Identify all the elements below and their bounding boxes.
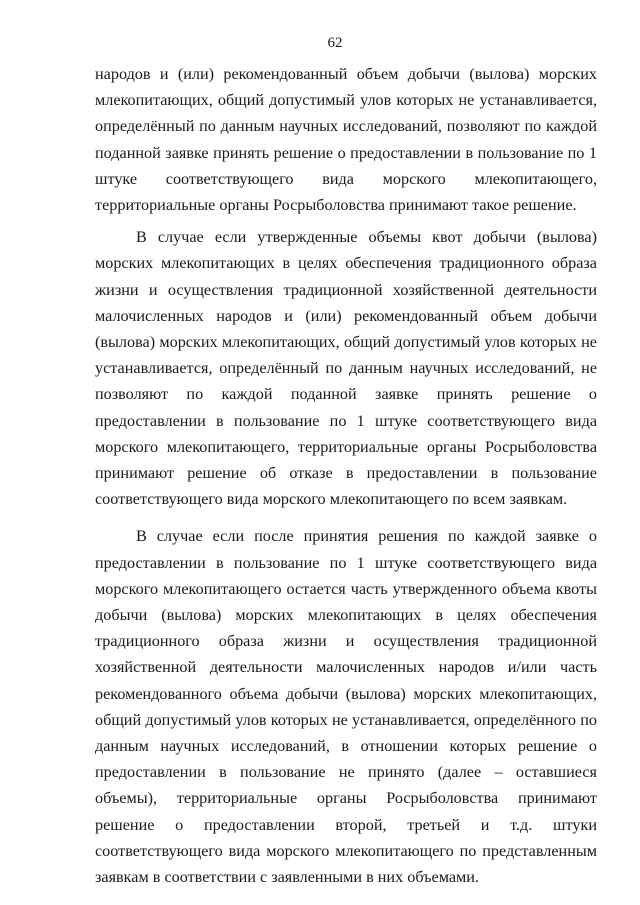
paragraph-refusal-case: В случае если утвержденные объемы квот добычи (вылова) морских млекопитающих в целях обеспечения традиционного образа жизни и осуществления традиционной хозяйственной деятельности малочисленных народов и (или) рекомендованный объем добычи (вылова) морских млекопитающих, общий допустимый улов которых не устанавливается, определённый по данным научных исследований, не позволяют по каждой поданной заявке принять решение о предоставлении в пользование по 1 штуке соответствующего вида морского млекопитающего, территориальные органы Росрыболовства принимают решение об отказе в предоставлении в пользование соответствующего вида морского млекопитающего по всем заявкам. [95,228,597,509]
paragraph-continuation: народов и (или) рекомендованный объем добычи (вылова) морских млекопитающих, общий допустимый улов которых не устанавливается, определённый по данным научных исследований, позволяют по каждой поданной заявке принять решение о предоставлении в пользование по 1 штуке соответствующего вида морского млекопитающего, территориальные органы Росрыболовства принимают такое решение. [95,65,597,215]
paragraph-remaining-volumes-case: В случае если после принятия решения по каждой заявке о предоставлении в пользование по 1 штуке соответствующего вида морского млекопитающего остается часть утвержденного объема квоты добычи (вылова) морских млекопитающих в целях обеспечения традиционного образа жизни и осуществления традиционной хозяйственной деятельности малочисленных народов и/или часть рекомендованного объема добычи (вылова) морских млекопитающих, общий допустимый улов которых не устанавливается, определённого по данным научных исследований, в отношении которых решение о предоставлении в пользование не принято (далее – оставшиеся объемы), территориальные органы Росрыболовства принимают решение о предоставлении второй, третьей и т.д. штуки соответствующего вида морского млекопитающего по представленным заявкам в соответствии с заявленными в них объемами. [95,527,597,887]
document-body [95,61,597,890]
page-number: 62 [327,35,343,51]
